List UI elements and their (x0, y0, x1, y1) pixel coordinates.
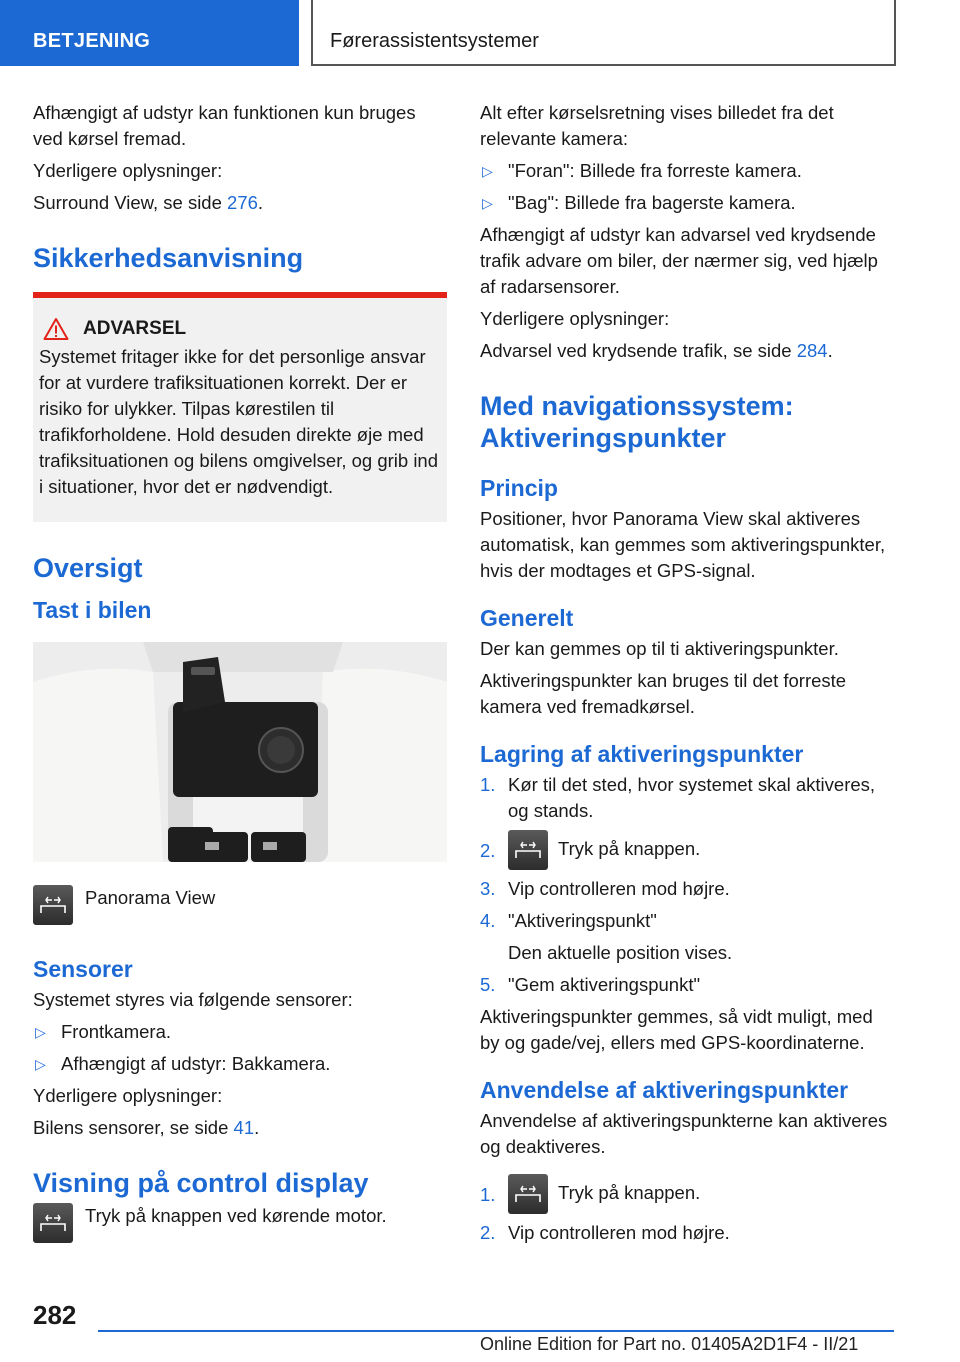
panorama-view-button-icon (508, 830, 548, 870)
left-column (33, 100, 447, 1243)
sensors-heading: Sensorer (33, 956, 133, 982)
nav-heading: Med navigationssystem: Aktiveringspunkter (480, 391, 794, 453)
save-steps (480, 772, 892, 998)
list-item: 5. "Gem aktiveringspunkt" (480, 974, 701, 995)
sensors-reference: Bilens sensorer, se side 41. (33, 1117, 260, 1138)
list-item: ▷ Frontkamera. (35, 1021, 172, 1042)
page-link-284[interactable]: 284 (796, 340, 828, 361)
principle-text: Positioner, hvor Panorama View skal aktiveres automatisk, kan gemmes som aktiveringspunkter, hvis der modtages et GPS-signal. (480, 508, 886, 581)
panorama-view-label: Panorama View (85, 887, 216, 908)
center-console-photo (33, 642, 447, 862)
general-text-1: Der kan gemmes op til ti aktiveringspunkter. (480, 638, 839, 659)
general-text-2: Aktiveringspunkter kan bruges til det forreste kamera ved fremadkørsel. (480, 670, 847, 717)
list-item: 1. Tryk på knappen. (480, 1174, 892, 1214)
list-item: 3. Vip controlleren mod højre. (480, 878, 730, 899)
use-heading: Anvendelse af aktiveringspunkter (480, 1077, 849, 1103)
use-steps (480, 1174, 892, 1246)
panorama-view-button-icon (33, 885, 73, 925)
list-item: ▷ "Bag": Billede fra bagerste kamera. (482, 192, 796, 213)
footer-divider (98, 1330, 894, 1332)
warning-box (33, 292, 447, 522)
section-tab: BETJENING (0, 0, 299, 66)
right-more-info: Yderligere oplysninger: (480, 308, 670, 329)
general-heading: Generelt (480, 605, 574, 631)
save-heading: Lagring af aktiveringspunkter (480, 741, 804, 767)
direction-paragraph: Alt efter kørselsretning vises billedet fra det relevante kamera: (480, 102, 834, 149)
list-item: 2. Vip controlleren mod højre. (480, 1222, 730, 1243)
warning-text: Systemet fritager ikke for det personlige ansvar for at vurdere trafiksituationen korrekt. Der er risiko for ulykker. Tilpas kørestilen til trafikforholdene. Hold desuden direkte øje med trafiksituationen og bilens omgivelser, og grib ind i situationer, hvor det er nødvendigt. (39, 346, 439, 497)
sensors-more-info: Yderligere oplysninger: (33, 1085, 223, 1106)
display-row (33, 1203, 447, 1243)
intro-paragraph: Afhængigt af udstyr kan funktionen kun bruges ved kørsel fremad. (33, 102, 416, 149)
intro-reference: Surround View, se side 276. (33, 192, 264, 213)
display-heading: Visning på control display (33, 1168, 369, 1198)
list-item: 1. Kør til det sted, hvor systemet skal aktiveres, og stands. (480, 774, 876, 821)
page-link-41[interactable]: 41 (233, 1117, 255, 1138)
safety-heading: Sikkerhedsanvisning (33, 243, 304, 273)
edition-note: Online Edition for Part no. 01405A2D1F4 - II/21 (480, 1334, 859, 1354)
camera-list (480, 158, 892, 216)
principle-heading: Princip (480, 475, 558, 501)
warning-title: ADVARSEL (83, 318, 187, 339)
list-item: 2. Tryk på knappen. (480, 830, 892, 870)
list-item: ▷ "Foran": Billede fra forreste kamera. (482, 160, 802, 181)
save-after-text: Aktiveringspunkter gemmes, så vidt muligt, med by og gade/vej, ellers med GPS-koordinaterne. (480, 1006, 873, 1053)
use-text: Anvendelse af aktiveringspunkterne kan aktiveres og deaktiveres. (480, 1110, 888, 1157)
page-number: 282 (33, 1300, 77, 1330)
overview-heading: Oversigt (33, 553, 143, 583)
right-reference: Advarsel ved krydsende trafik, se side 284. (480, 340, 833, 361)
chapter-title: Førerassistentsystemer (311, 0, 896, 66)
list-item: 4. "Aktiveringspunkt" Den aktuelle position vises. (480, 910, 733, 963)
warning-triangle-icon (43, 317, 69, 341)
sensors-list (33, 1019, 447, 1077)
intro-more-info: Yderligere oplysninger: (33, 160, 223, 181)
sensors-intro: Systemet styres via følgende sensorer: (33, 989, 353, 1010)
button-heading: Tast i bilen (33, 597, 152, 623)
cross-traffic-paragraph: Afhængigt af udstyr kan advarsel ved krydsende trafik advare om biler, der nærmer sig, ved hjælp af radarsensorer. (480, 224, 878, 297)
panorama-view-row (33, 885, 447, 925)
page-link-276[interactable]: 276 (227, 192, 258, 213)
panorama-view-button-icon (33, 1203, 73, 1243)
list-item: ▷ Afhængigt af udstyr: Bakkamera. (35, 1053, 331, 1074)
panorama-view-button-icon (508, 1174, 548, 1214)
display-instruction: Tryk på knappen ved kørende motor. (85, 1205, 387, 1226)
right-column (480, 100, 892, 1252)
